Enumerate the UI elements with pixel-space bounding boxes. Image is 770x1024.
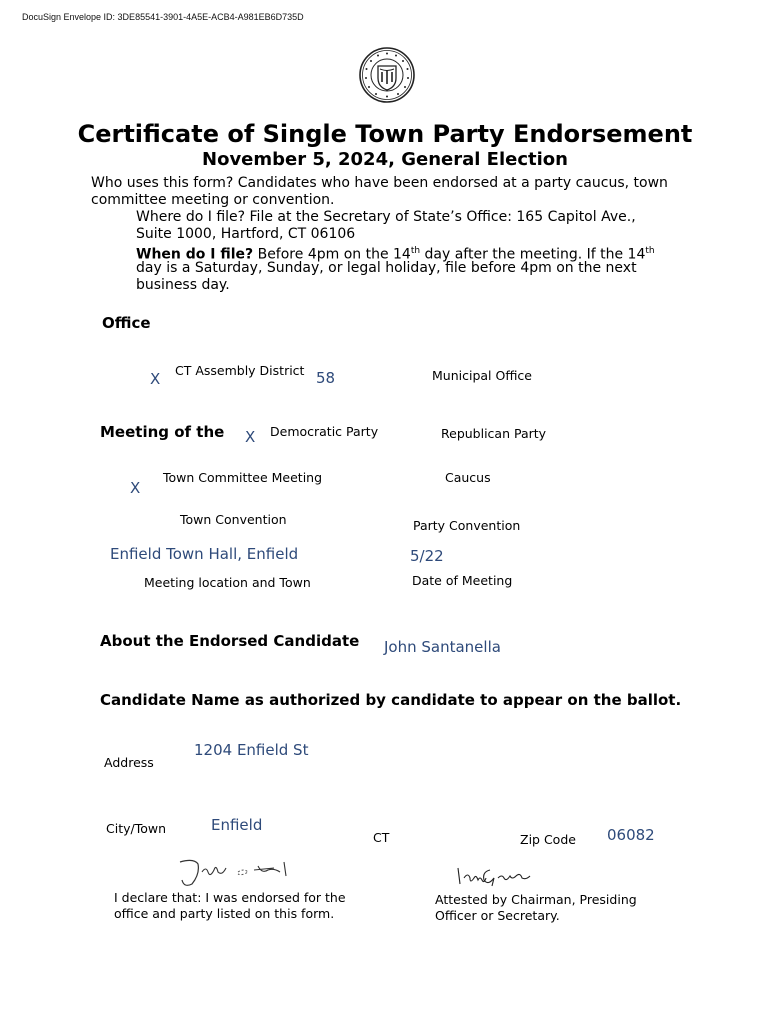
assembly-district-label: CT Assembly District: [175, 363, 305, 378]
when-line-2: day is a Saturday, Sunday, or legal holiday, file before 4pm on the next: [136, 260, 637, 276]
attest-line-2: Officer or Secretary.: [435, 908, 560, 923]
assembly-check-mark[interactable]: X: [150, 370, 161, 388]
declaration-line-2: office and party listed on this form.: [114, 906, 335, 921]
state-seal-icon: [358, 46, 416, 104]
state-value: CT: [373, 830, 390, 845]
candidate-name-value[interactable]: John Santanella: [384, 638, 501, 656]
meeting-date-label: Date of Meeting: [412, 573, 513, 588]
who-uses-line-1: Who uses this form? Candidates who have been endorsed at a party caucus, town: [91, 175, 668, 191]
city-value[interactable]: Enfield: [211, 816, 263, 834]
zip-value[interactable]: 06082: [607, 826, 655, 844]
where-line-1: Where do I file? File at the Secretary of State’s Office: 165 Capitol Ave.,: [136, 209, 636, 225]
city-label: City/Town: [106, 821, 167, 836]
assembly-district-value[interactable]: 58: [316, 369, 336, 387]
candidate-signature: [176, 858, 296, 888]
town-convention-label: Town Convention: [180, 512, 287, 527]
document-title: Certificate of Single Town Party Endorsement: [77, 120, 693, 148]
meeting-heading: Meeting of the: [100, 423, 225, 441]
chairman-signature: [454, 864, 536, 890]
ballot-name-heading: Candidate Name as authorized by candidate to appear on the ballot.: [100, 691, 682, 709]
meeting-location-value[interactable]: Enfield Town Hall, Enfield: [110, 545, 299, 563]
town-committee-label: Town Committee Meeting: [163, 470, 323, 485]
republican-party-label: Republican Party: [441, 426, 547, 441]
superscript-th: th: [410, 246, 421, 256]
caucus-label: Caucus: [445, 470, 491, 485]
candidate-heading: About the Endorsed Candidate: [100, 632, 360, 650]
municipal-office-label: Municipal Office: [432, 368, 532, 383]
address-value[interactable]: 1204 Enfield St: [194, 741, 309, 759]
envelope-id: DocuSign Envelope ID: 3DE85541-3901-4A5E-ACB4-A981EB6D735D: [22, 12, 304, 22]
attest-line-1: Attested by Chairman, Presiding: [435, 892, 637, 907]
document-subtitle: November 5, 2024, General Election: [202, 149, 568, 170]
when-line-3: business day.: [136, 277, 230, 293]
democratic-party-label: Democratic Party: [270, 424, 379, 439]
meeting-date-value[interactable]: 5/22: [410, 547, 444, 565]
declaration-line-1: I declare that: I was endorsed for the: [114, 890, 346, 905]
who-uses-line-2: committee meeting or convention.: [91, 192, 335, 208]
town-committee-check-mark[interactable]: X: [130, 479, 141, 497]
zip-label: Zip Code: [520, 832, 576, 847]
when-heading: When do I file?: [136, 246, 254, 263]
democratic-check-mark[interactable]: X: [245, 428, 256, 446]
when-text-a: Before 4pm on the 14: [253, 246, 411, 263]
superscript-th-2: th: [645, 246, 655, 256]
office-heading: Office: [102, 314, 151, 332]
party-convention-label: Party Convention: [413, 518, 521, 533]
address-label: Address: [104, 755, 154, 770]
where-line-2: Suite 1000, Hartford, CT 06106: [136, 226, 356, 242]
when-text-b: day after the meeting. If the 14: [420, 246, 646, 263]
meeting-location-label: Meeting location and Town: [144, 575, 311, 590]
